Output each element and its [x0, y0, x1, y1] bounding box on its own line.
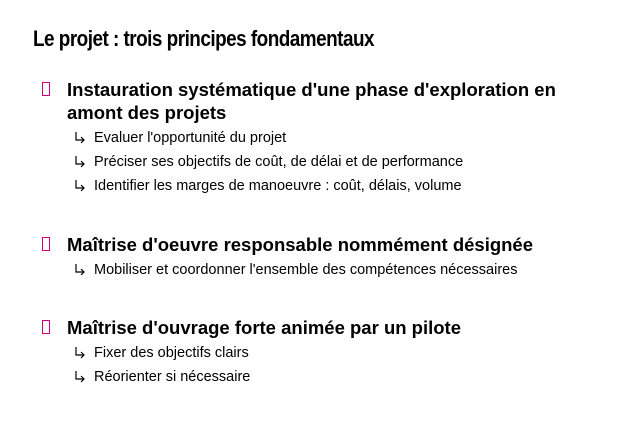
principle-3	[0, 316, 638, 391]
principle-1-heading	[0, 78, 638, 124]
slide-title: Le projet : trois principes fondamentaux	[33, 26, 375, 51]
down-right-arrow-icon	[73, 370, 87, 384]
list-item	[0, 367, 638, 391]
principle-2	[0, 233, 638, 284]
principle-1-label: Instauration systématique d'une phase d'exploration en amont des projets	[67, 79, 556, 123]
down-right-arrow-icon	[73, 155, 87, 169]
list-item	[0, 343, 638, 367]
square-bullet-icon	[42, 82, 50, 96]
principle-2-items	[0, 260, 638, 284]
principle-3-heading	[0, 316, 638, 339]
list-item	[0, 260, 638, 284]
principle-1	[0, 78, 638, 200]
principle-3-items	[0, 343, 638, 391]
down-right-arrow-icon	[73, 179, 87, 193]
item-text: Réorienter si nécessaire	[94, 369, 251, 385]
list-item	[0, 152, 638, 176]
principle-3-label: Maîtrise d'ouvrage forte animée par un pilote	[67, 317, 462, 338]
principle-2-heading	[0, 233, 638, 256]
item-text: Fixer des objectifs clairs	[94, 345, 249, 361]
down-right-arrow-icon	[73, 346, 87, 360]
item-text: Préciser ses objectifs de coût, de délai et de performance	[94, 154, 464, 170]
down-right-arrow-icon	[73, 131, 87, 145]
square-bullet-icon	[42, 237, 50, 251]
item-text: Evaluer l'opportunité du projet	[94, 130, 287, 146]
list-item	[0, 128, 638, 152]
down-right-arrow-icon	[73, 263, 87, 277]
principle-1-items	[0, 128, 638, 200]
square-bullet-icon	[42, 320, 50, 334]
principle-2-label: Maîtrise d'oeuvre responsable nommément désignée	[67, 234, 534, 255]
list-item	[0, 176, 638, 200]
item-text: Identifier les marges de manoeuvre : coût, délais, volume	[94, 178, 462, 194]
item-text: Mobiliser et coordonner l'ensemble des compétences nécessaires	[94, 262, 518, 278]
